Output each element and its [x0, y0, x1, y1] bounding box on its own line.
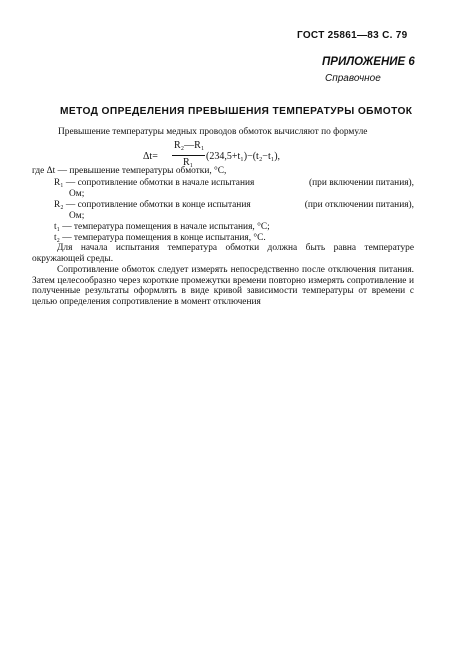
definition-t2: t₂ — температура помещения в конце испытания, °С.	[54, 233, 266, 243]
definition-r1-unit: Ом;	[69, 189, 85, 199]
fraction-bar	[172, 155, 205, 156]
definition-t1: t₁ — температура помещения в начале испытания, °С;	[54, 222, 270, 232]
definition-r1-note: (при включении питания),	[309, 178, 414, 188]
paragraph-measurement: Сопротивление обмоток следует измерять непосредственно после отключения питания. Затем целесообразно через короткие промежутки времени повторно измерять сопротивление и полученные результаты оформлять в виде кривой зависимости температуры от времени с целью определения сопротивление в момент отключения	[32, 265, 414, 308]
page-header: ГОСТ 25861—83 С. 79	[297, 30, 408, 41]
definition-r2-main: R₂ — сопротивление обмотки в конце испытания	[54, 200, 251, 210]
paragraph-initial-temperature: Для начала испытания температура обмотки должна быть равна температуре окружающей среды.	[32, 243, 414, 264]
definition-r1-main: R₁ — сопротивление обмотки в начале испытания	[54, 178, 255, 188]
appendix-label: ПРИЛОЖЕНИЕ 6	[322, 56, 415, 68]
formula-numerator: R₂—R₁	[174, 140, 205, 151]
appendix-reference: Справочное	[325, 73, 381, 84]
definition-r1	[54, 178, 414, 188]
formula-lhs: Δt=	[143, 151, 158, 162]
definition-r2-note: (при отключении питания),	[304, 200, 414, 210]
intro-text: Превышение температуры медных проводов обмоток вычисляют по формуле	[58, 127, 368, 137]
formula-rest: (234,5+t₁)−(t₂−t₁),	[206, 151, 281, 162]
section-title: МЕТОД ОПРЕДЕЛЕНИЯ ПРЕВЫШЕНИЯ ТЕМПЕРАТУРЫ ОБМОТОК	[60, 106, 413, 117]
definition-delta-t: где Δt — превышение температуры обмотки, °С,	[32, 166, 227, 176]
definition-r2	[54, 200, 414, 210]
definition-r2-unit: Ом;	[69, 211, 85, 221]
formula-denominator: R₁	[183, 157, 194, 168]
